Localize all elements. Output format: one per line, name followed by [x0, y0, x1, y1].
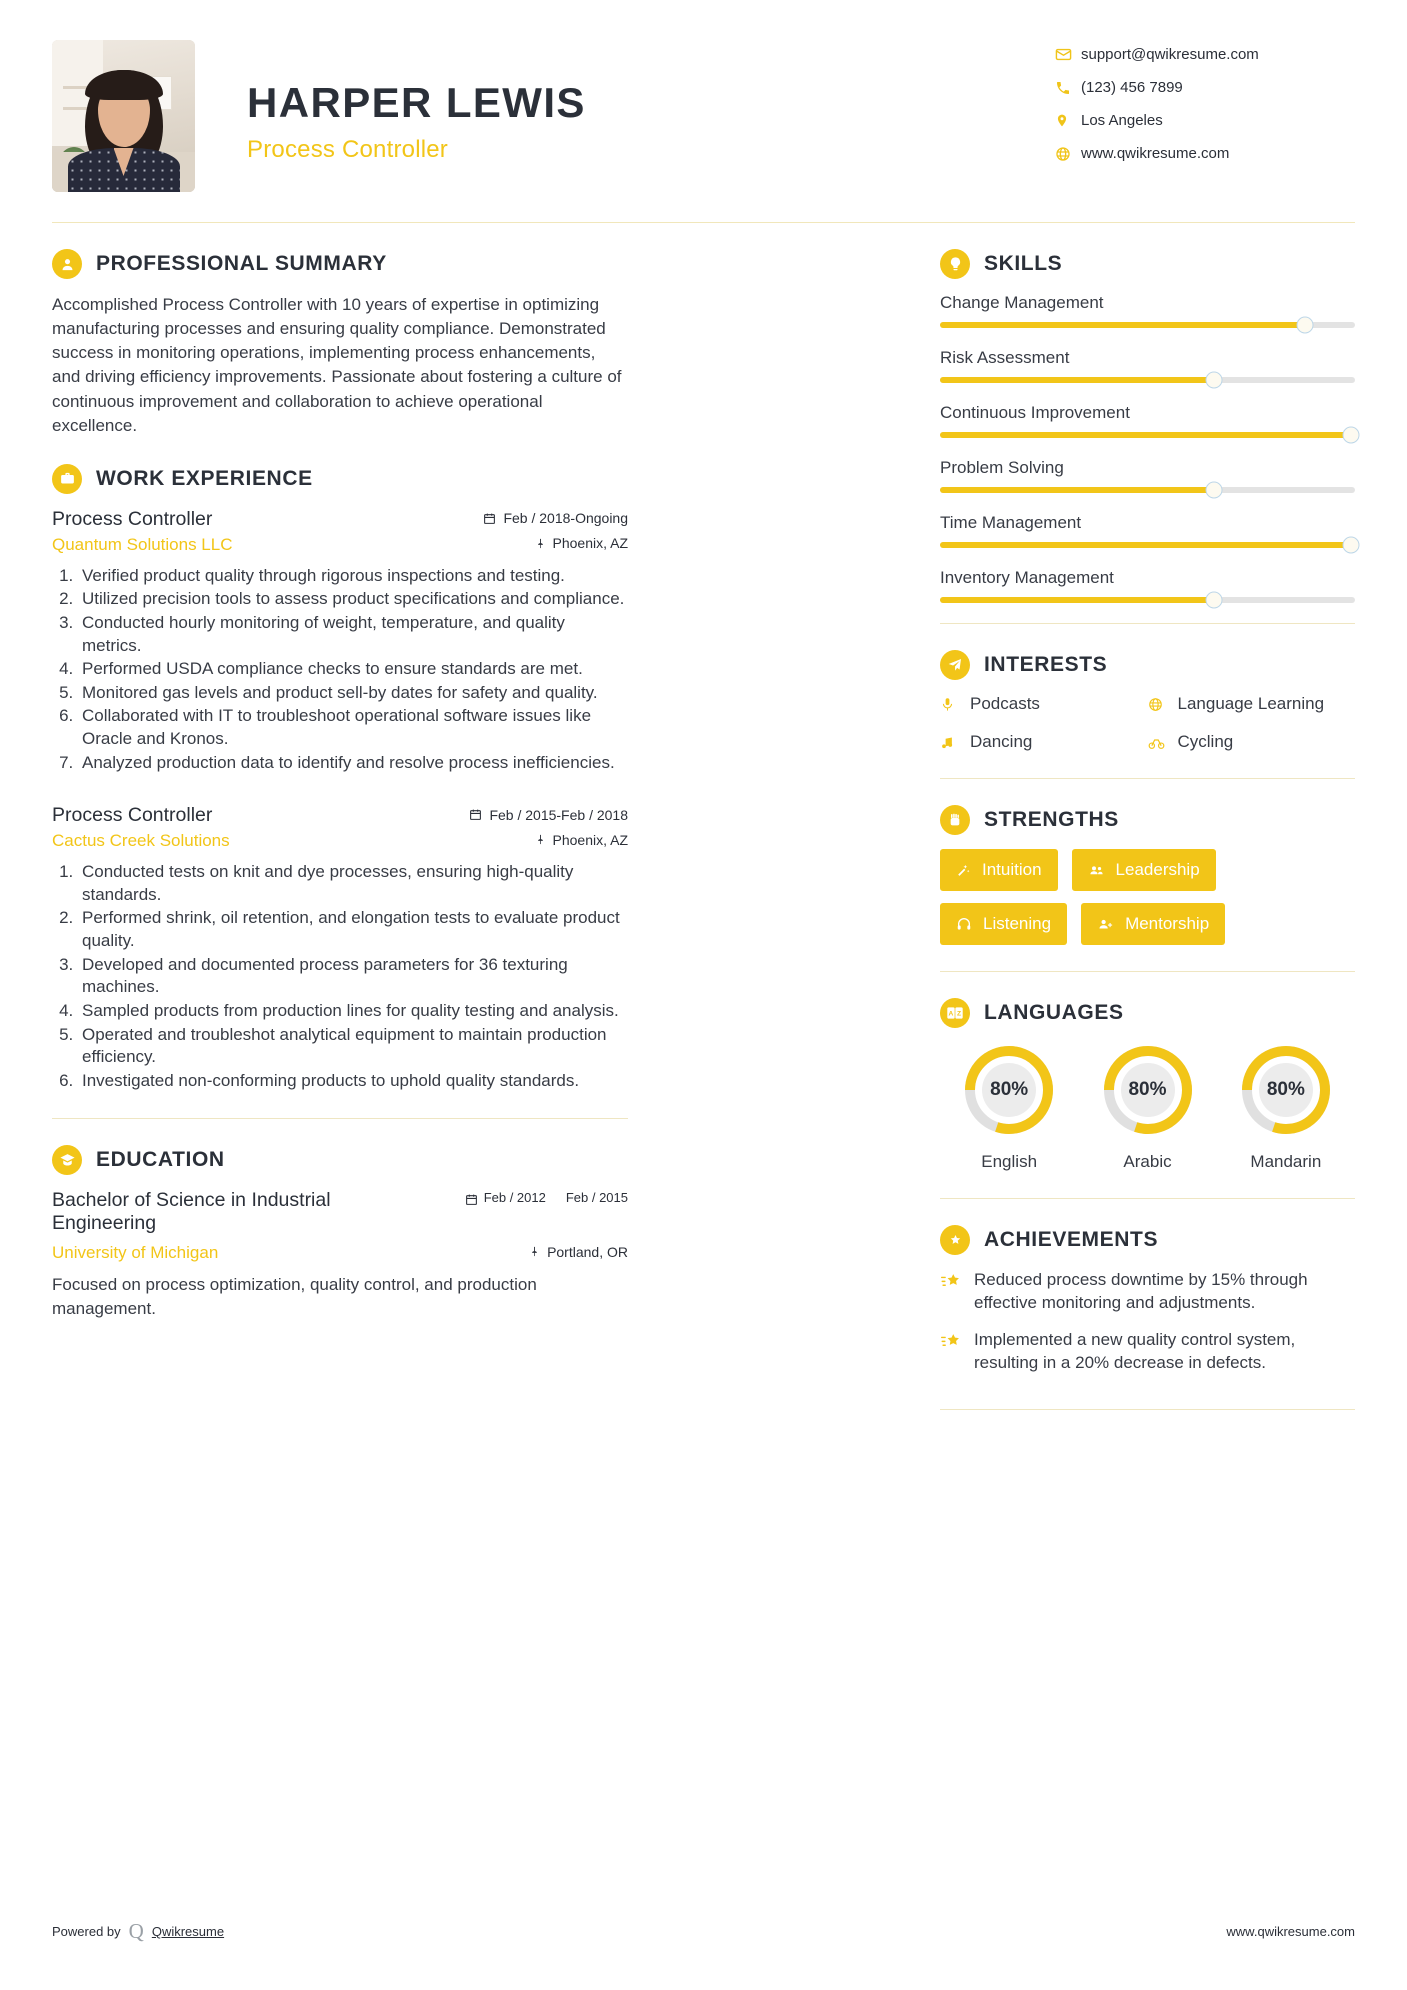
job-date: [483, 510, 628, 526]
achievement-item: [940, 1269, 1355, 1315]
strength-label: Intuition: [982, 860, 1042, 879]
job-title: Process Controller: [52, 804, 213, 827]
section-languages-header: [940, 998, 1355, 1028]
summary-text: Accomplished Process Controller with 10 years of expertise in optimizing manufacturing processes and ensuring quality compliance. Demonstrated success in monitoring operations, implementing process enhancements, and driving efficiency improvements. Passionate about fostering a culture of continuous improvement and collaboration to achieve operational excellence.: [52, 295, 622, 435]
skill-knob: [1297, 317, 1314, 334]
envelope-icon: [1055, 46, 1081, 63]
job-location-value: Phoenix, AZ: [552, 535, 628, 552]
magic-wand-icon: [956, 863, 971, 878]
interests-list: [940, 694, 1355, 770]
powered-by-label: Powered by: [52, 1924, 121, 1939]
name-block: [247, 40, 586, 164]
section-divider: [940, 623, 1355, 624]
content-columns: [52, 223, 1355, 1410]
list-item: 3. Developed and documented process parameters for 36 texturing machines.: [78, 954, 628, 999]
users-icon: [1088, 863, 1105, 878]
education-end-date: Feb / 2015: [565, 1190, 628, 1206]
calendar-icon: [469, 808, 482, 821]
language-item: [1217, 1042, 1355, 1172]
skill-fill: [940, 542, 1351, 548]
job-company: Cactus Creek Solutions: [52, 831, 230, 851]
contact-list: [1055, 40, 1355, 178]
skill-label: Time Management: [940, 513, 1082, 532]
achievement-text: Reduced process downtime by 15% through effective monitoring and adjustments.: [974, 1270, 1308, 1312]
list-item: 1. Conducted tests on knit and dye processes, ensuring high-quality standards.: [78, 861, 628, 906]
section-title: STRENGTHS: [984, 808, 1119, 831]
section-divider: [940, 1409, 1355, 1410]
interest-label: Podcasts: [970, 694, 1040, 713]
education-entry: [52, 1189, 628, 1321]
skill-slider[interactable]: [940, 597, 1355, 603]
skill-fill: [940, 322, 1305, 328]
experience-entry: [52, 508, 628, 774]
section-divider: [940, 1198, 1355, 1199]
map-pin-icon: [535, 833, 546, 846]
section-achievements-header: [940, 1225, 1355, 1255]
section-skills-header: [940, 249, 1355, 279]
language-name: Arabic: [1123, 1152, 1172, 1171]
strength-label: Mentorship: [1125, 914, 1210, 933]
skill-item: [940, 348, 1355, 383]
list-item: 2. Performed shrink, oil retention, and elongation tests to evaluate product quality.: [78, 907, 628, 952]
job-location: [535, 535, 629, 551]
education-dates: [465, 1191, 628, 1209]
footer-site[interactable]: www.qwikresume.com: [1226, 1924, 1355, 1939]
list-item: 6. Collaborated with IT to troubleshoot operational software issues like Oracle and Kronos.: [78, 705, 628, 750]
music-note-icon: [940, 735, 970, 750]
list-item: 4. Sampled products from production lines for quality testing and analysis.: [78, 1000, 628, 1023]
section-title: WORK EXPERIENCE: [96, 466, 313, 490]
section-work-experience-header: [52, 464, 628, 494]
language-percent: 80%: [990, 1079, 1029, 1100]
contact-website[interactable]: [1055, 145, 1355, 162]
languages-list: [940, 1042, 1355, 1172]
strength-item: [1081, 903, 1225, 945]
section-strengths-header: [940, 805, 1355, 835]
skill-slider[interactable]: [940, 487, 1355, 493]
section-title: ACHIEVEMENTS: [984, 1228, 1159, 1251]
language-item: [1078, 1042, 1216, 1172]
skill-item: [940, 403, 1355, 438]
skill-slider[interactable]: [940, 432, 1355, 438]
map-pin-icon: [535, 537, 546, 550]
calendar-icon: [483, 512, 496, 525]
section-education-header: [52, 1145, 628, 1175]
star-icon: [940, 1329, 974, 1375]
user-plus-icon: [1097, 917, 1114, 932]
skill-fill: [940, 432, 1351, 438]
language-progress-ring: [961, 1042, 1057, 1138]
location-pin-icon: [1055, 112, 1081, 129]
candidate-role: Process Controller: [247, 136, 449, 163]
strength-label: Listening: [983, 914, 1052, 933]
achievement-item: [940, 1329, 1355, 1375]
interest-label: Language Learning: [1177, 694, 1325, 713]
skill-item: [940, 458, 1355, 493]
calendar-icon: [465, 1193, 478, 1209]
skill-slider[interactable]: [940, 542, 1355, 548]
list-item: 5. Operated and troubleshot analytical equipment to maintain production efficiency.: [78, 1024, 628, 1069]
section-divider: [52, 1118, 628, 1119]
school-name: University of Michigan: [52, 1243, 219, 1263]
list-item: 1. Verified product quality through rigorous inspections and testing.: [78, 565, 628, 588]
language-progress-ring: [1100, 1042, 1196, 1138]
language-progress-ring: [1238, 1042, 1334, 1138]
interest-label: Dancing: [970, 732, 1033, 751]
resume-header: [52, 0, 1355, 192]
translate-icon: [940, 998, 970, 1028]
skill-knob: [1342, 427, 1359, 444]
language-name: English: [981, 1152, 1038, 1171]
skill-slider[interactable]: [940, 322, 1355, 328]
interest-item: [1148, 694, 1356, 714]
strength-item: [1072, 849, 1216, 891]
section-divider: [940, 778, 1355, 779]
candidate-name: HARPER LEWIS: [247, 79, 586, 126]
job-title: Process Controller: [52, 507, 213, 530]
skill-label: Change Management: [940, 293, 1104, 312]
skill-item: [940, 568, 1355, 603]
brand-name[interactable]: Qwikresume: [151, 1924, 225, 1939]
skill-slider[interactable]: [940, 377, 1355, 383]
microphone-icon: [940, 697, 970, 712]
globe-icon: [1148, 697, 1178, 712]
skill-fill: [940, 487, 1214, 493]
strength-item: [940, 903, 1067, 945]
raised-fist-icon: [940, 805, 970, 835]
skill-label: Inventory Management: [940, 568, 1114, 587]
star-icon: [940, 1269, 974, 1315]
section-title: LANGUAGES: [984, 1001, 1124, 1024]
skill-fill: [940, 377, 1214, 383]
job-date-value: Feb / 2018-Ongoing: [503, 510, 628, 527]
right-column: [940, 223, 1355, 1410]
contact-email-value: support@qwikresume.com: [1081, 46, 1259, 63]
language-name: Mandarin: [1250, 1152, 1322, 1171]
interest-label: Cycling: [1177, 732, 1234, 751]
contact-website-value: www.qwikresume.com: [1081, 145, 1230, 162]
headphones-icon: [956, 916, 972, 932]
job-location-value: Phoenix, AZ: [552, 831, 628, 848]
list-item: 5. Monitored gas levels and product sell-by dates for safety and quality.: [78, 682, 628, 705]
language-percent: 80%: [1266, 1079, 1305, 1100]
list-item: 2. Utilized precision tools to assess product specifications and compliance.: [78, 588, 628, 611]
skill-knob: [1205, 372, 1222, 389]
skill-knob: [1205, 592, 1222, 609]
experience-entry: [52, 804, 628, 1092]
job-location: [535, 832, 629, 848]
skill-label: Risk Assessment: [940, 348, 1070, 367]
language-item: [940, 1042, 1078, 1172]
lightbulb-icon: [940, 249, 970, 279]
globe-icon: [1055, 146, 1081, 162]
skill-label: Problem Solving: [940, 458, 1064, 477]
contact-phone[interactable]: [1055, 79, 1355, 96]
paper-plane-icon: [940, 650, 970, 680]
language-percent: 80%: [1128, 1079, 1167, 1100]
section-title: EDUCATION: [96, 1148, 225, 1172]
interest-item: [1148, 732, 1356, 752]
qwikresume-logo-icon: Q: [128, 1919, 144, 1943]
footer-brand: [52, 1919, 224, 1944]
profile-photo: [52, 40, 195, 192]
list-item: 7. Analyzed production data to identify and resolve process inefficiencies.: [78, 752, 628, 775]
education-location: [529, 1244, 628, 1260]
degree-title: Bachelor of Science in Industrial Engineering: [52, 1189, 331, 1235]
svg-text:A: A: [948, 1010, 954, 1018]
section-title: SKILLS: [984, 252, 1063, 275]
achievement-text: Implemented a new quality control system, resulting in a 20% decrease in defects.: [974, 1329, 1296, 1372]
section-title: PROFESSIONAL SUMMARY: [96, 252, 387, 275]
contact-email[interactable]: [1055, 46, 1355, 63]
bicycle-icon: [1148, 734, 1178, 751]
job-date: [469, 807, 628, 823]
section-interests-header: [940, 650, 1355, 680]
strength-label: Leadership: [1115, 860, 1200, 879]
job-duties-list: [78, 861, 628, 1092]
skill-label: Continuous Improvement: [940, 403, 1130, 422]
contact-location-value: Los Angeles: [1081, 112, 1163, 129]
page-footer: [52, 1919, 1355, 1944]
education-location-value: Portland, OR: [547, 1243, 628, 1260]
section-title: INTERESTS: [984, 653, 1108, 676]
svg-text:Z: Z: [957, 1010, 962, 1018]
list-item: 6. Investigated non-conforming products to uphold quality standards.: [78, 1070, 628, 1093]
list-item: 4. Performed USDA compliance checks to ensure standards are met.: [78, 658, 628, 681]
job-date-value: Feb / 2015-Feb / 2018: [489, 806, 628, 823]
skill-fill: [940, 597, 1214, 603]
map-pin-icon: [529, 1245, 540, 1258]
contact-phone-value: (123) 456 7899: [1081, 79, 1183, 96]
skill-item: [940, 513, 1355, 548]
skill-knob: [1342, 537, 1359, 554]
user-circle-icon: [52, 249, 82, 279]
left-column: [52, 223, 652, 1321]
award-star-icon: [940, 1225, 970, 1255]
skill-item: [940, 293, 1355, 328]
contact-location: [1055, 112, 1355, 129]
education-start-date: Feb / 2012: [483, 1190, 546, 1206]
strength-item: [940, 849, 1058, 891]
interest-item: [940, 732, 1148, 752]
section-divider: [940, 971, 1355, 972]
strengths-list: [940, 849, 1355, 945]
briefcase-icon: [52, 464, 82, 494]
job-duties-list: [78, 565, 628, 774]
section-professional-summary-header: [52, 249, 628, 279]
phone-icon: [1055, 80, 1081, 96]
interest-item: [940, 694, 1148, 714]
list-item: 3. Conducted hourly monitoring of weight, temperature, and quality metrics.: [78, 612, 628, 657]
skill-knob: [1205, 482, 1222, 499]
graduation-cap-icon: [52, 1145, 82, 1175]
education-description: Focused on process optimization, quality control, and production management.: [52, 1275, 537, 1319]
job-company: Quantum Solutions LLC: [52, 534, 233, 554]
